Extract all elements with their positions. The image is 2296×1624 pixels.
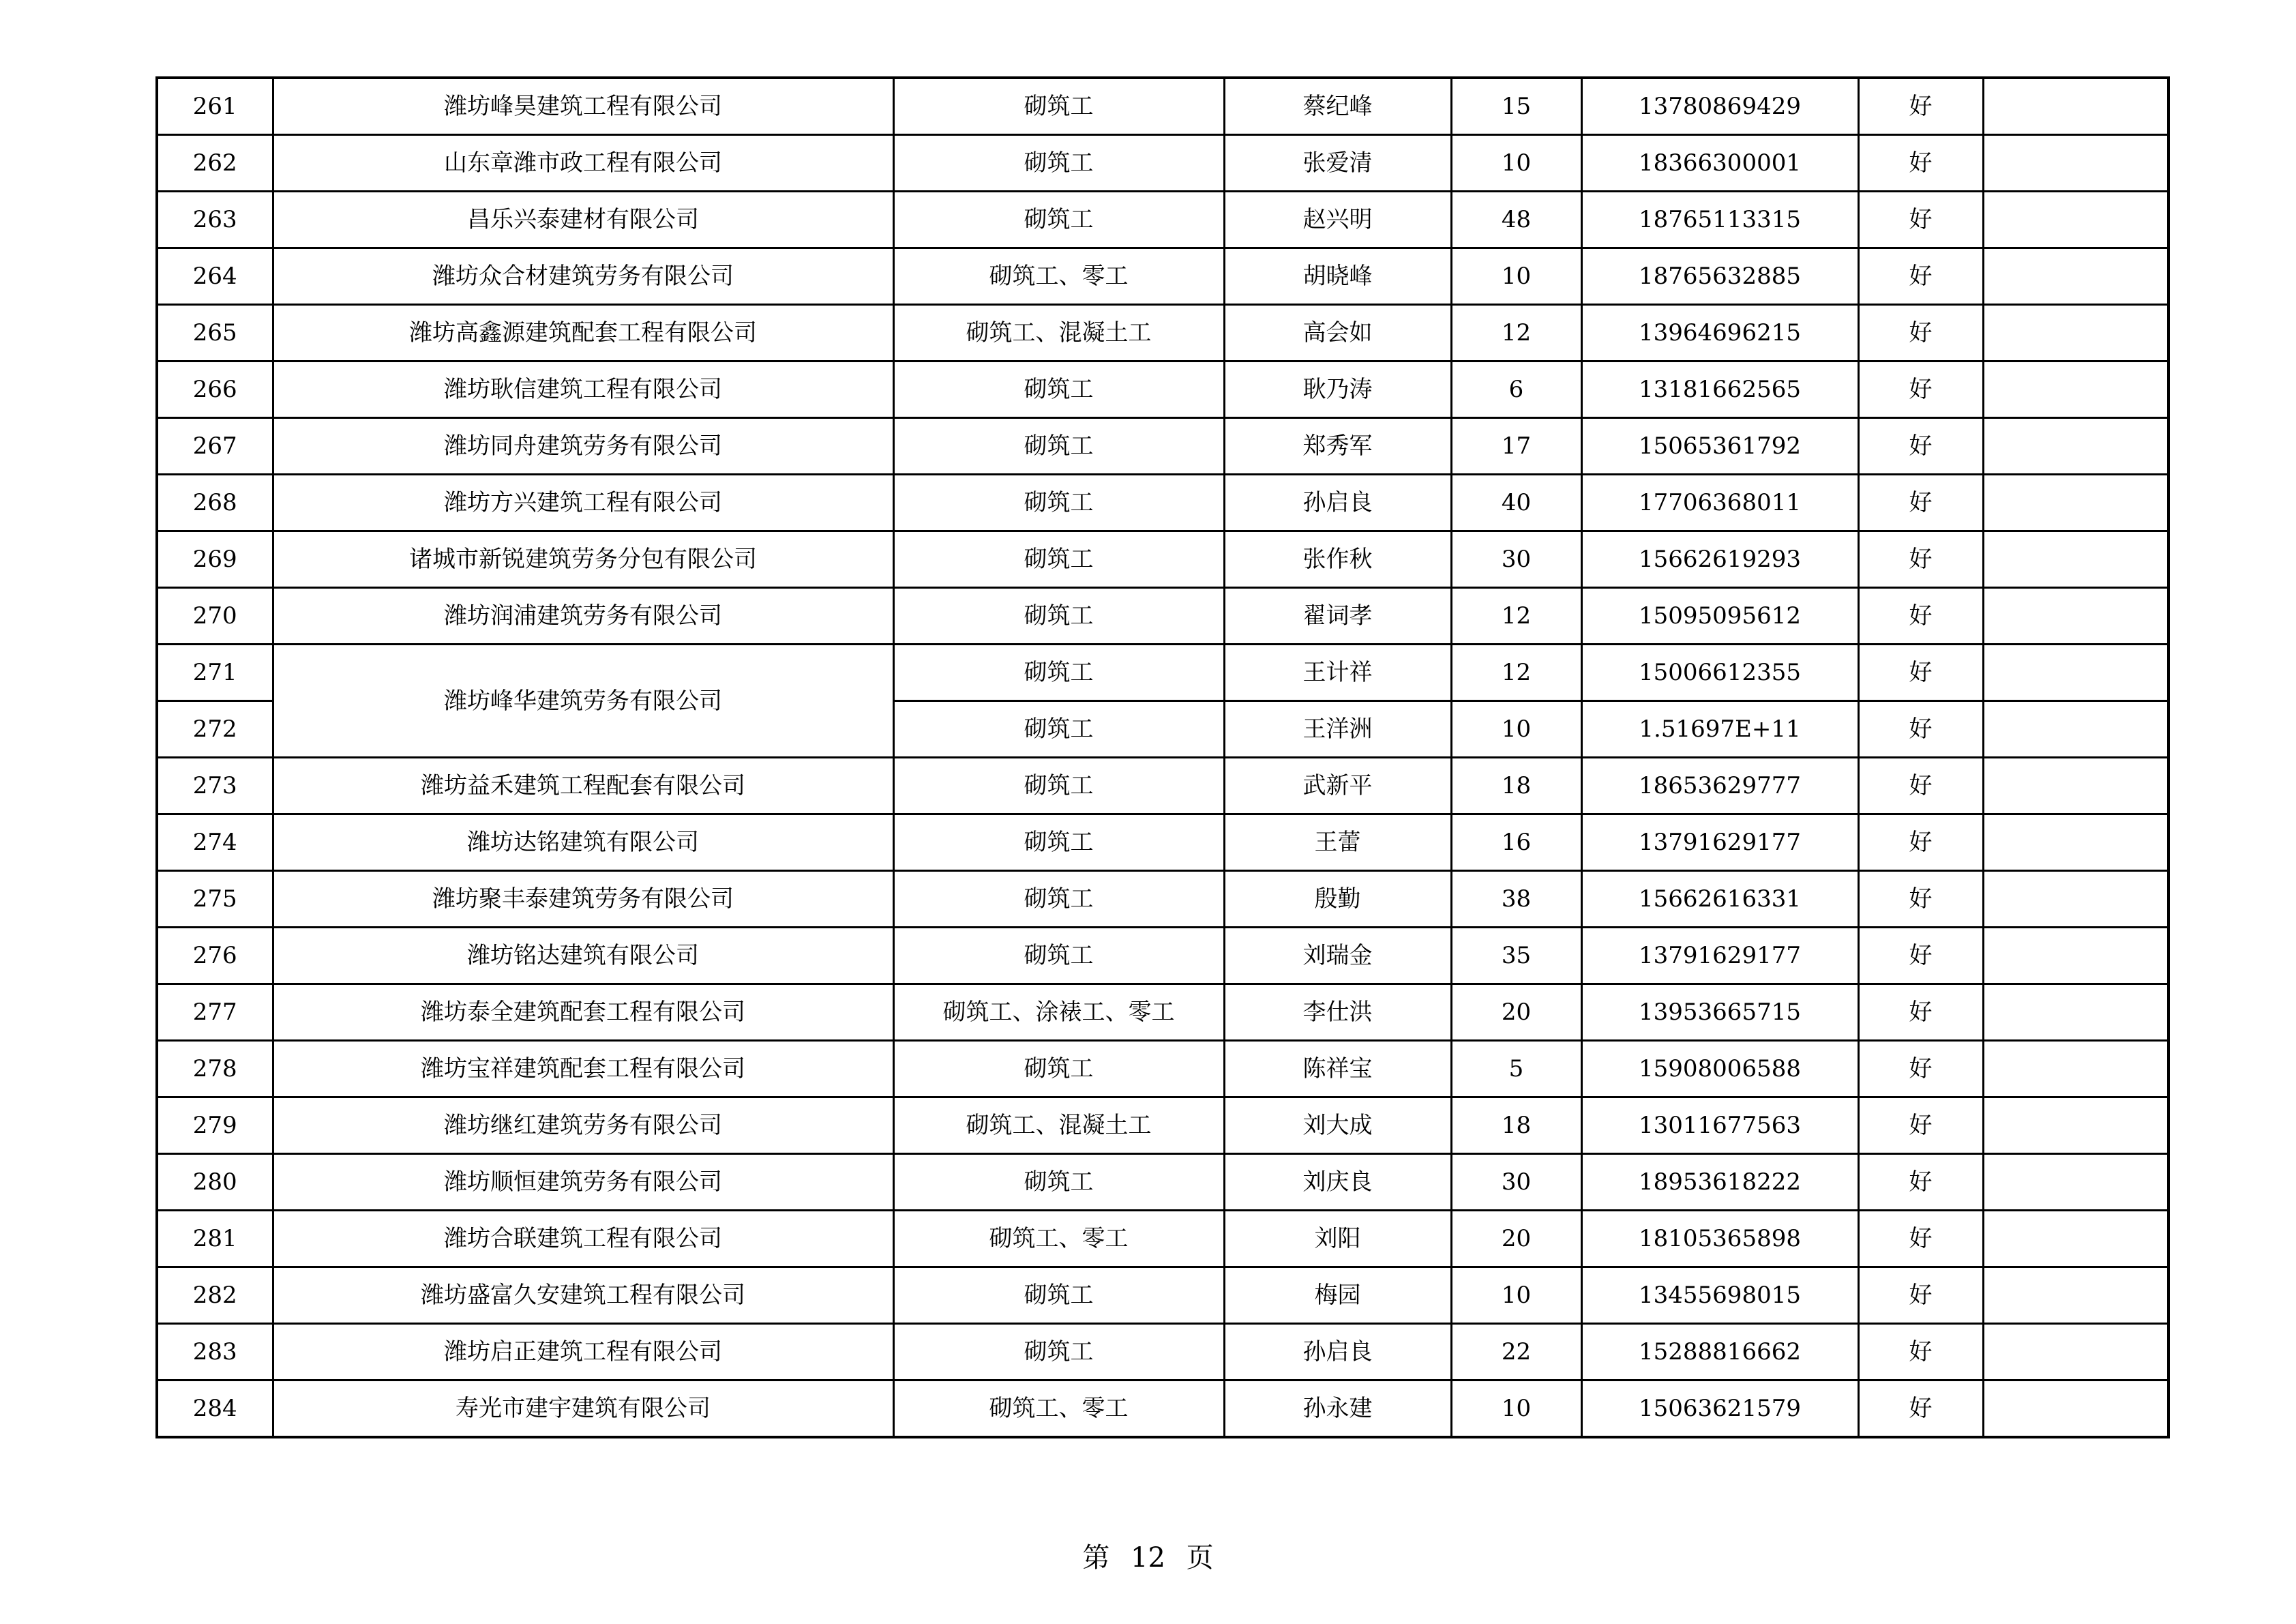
remark-cell (1983, 1041, 2168, 1097)
table-row (157, 135, 2168, 192)
contact-person-cell: 高会如 (1224, 305, 1451, 361)
company-name-cell: 潍坊顺恒建筑劳务有限公司 (273, 1154, 893, 1211)
remark-cell (1983, 135, 2168, 192)
worker-count-cell: 35 (1451, 928, 1581, 984)
worker-count-cell: 18 (1451, 1097, 1581, 1154)
trade-type-cell: 砌筑工 (893, 1041, 1224, 1097)
table-row (157, 418, 2168, 475)
row-number-cell: 271 (157, 645, 273, 701)
table-row (157, 1381, 2168, 1438)
rating-cell: 好 (1858, 361, 1983, 418)
company-name-cell: 潍坊峰昊建筑工程有限公司 (273, 78, 893, 135)
rating-cell: 好 (1858, 1041, 1983, 1097)
row-number-cell: 279 (157, 1097, 273, 1154)
worker-count-cell: 10 (1451, 1381, 1581, 1438)
page-suffix: 页 (1186, 1542, 1214, 1574)
worker-count-cell: 17 (1451, 418, 1581, 475)
rating-cell: 好 (1858, 928, 1983, 984)
table-row (157, 475, 2168, 531)
row-number-cell: 280 (157, 1154, 273, 1211)
worker-count-cell: 12 (1451, 305, 1581, 361)
company-name-cell: 潍坊合联建筑工程有限公司 (273, 1211, 893, 1267)
company-name-cell: 潍坊同舟建筑劳务有限公司 (273, 418, 893, 475)
trade-type-cell: 砌筑工 (893, 1324, 1224, 1381)
phone-number-cell: 13791629177 (1581, 928, 1858, 984)
company-name-cell: 潍坊达铭建筑有限公司 (273, 814, 893, 871)
remark-cell (1983, 1097, 2168, 1154)
company-name-cell: 昌乐兴泰建材有限公司 (273, 192, 893, 248)
contact-person-cell: 梅园 (1224, 1267, 1451, 1324)
contact-person-cell: 孙永建 (1224, 1381, 1451, 1438)
row-number-cell: 282 (157, 1267, 273, 1324)
remark-cell (1983, 814, 2168, 871)
row-number-cell: 269 (157, 531, 273, 588)
contact-person-cell: 蔡纪峰 (1224, 78, 1451, 135)
worker-count-cell: 40 (1451, 475, 1581, 531)
table-row (157, 78, 2168, 135)
worker-count-cell: 12 (1451, 588, 1581, 645)
rating-cell: 好 (1858, 1097, 1983, 1154)
remark-cell (1983, 248, 2168, 305)
table-row (157, 984, 2168, 1041)
row-number-cell: 284 (157, 1381, 273, 1438)
table-row (157, 248, 2168, 305)
table-row (157, 192, 2168, 248)
table-row (157, 814, 2168, 871)
trade-type-cell: 砌筑工 (893, 1154, 1224, 1211)
worker-count-cell: 48 (1451, 192, 1581, 248)
phone-number-cell: 15288816662 (1581, 1324, 1858, 1381)
company-name-cell: 山东章潍市政工程有限公司 (273, 135, 893, 192)
trade-type-cell: 砌筑工 (893, 871, 1224, 928)
rating-cell: 好 (1858, 248, 1983, 305)
company-name-cell: 潍坊峰华建筑劳务有限公司 (273, 645, 893, 758)
remark-cell (1983, 645, 2168, 701)
table-row (157, 531, 2168, 588)
table-row (157, 1267, 2168, 1324)
contact-person-cell: 王洋洲 (1224, 701, 1451, 758)
row-number-cell: 268 (157, 475, 273, 531)
remark-cell (1983, 475, 2168, 531)
page-number: 12 (1131, 1542, 1165, 1574)
rating-cell: 好 (1858, 871, 1983, 928)
remark-cell (1983, 192, 2168, 248)
rating-cell: 好 (1858, 701, 1983, 758)
trade-type-cell: 砌筑工 (893, 78, 1224, 135)
contact-person-cell: 郑秀军 (1224, 418, 1451, 475)
trade-type-cell: 砌筑工 (893, 588, 1224, 645)
company-name-cell: 潍坊铭达建筑有限公司 (273, 928, 893, 984)
table-row (157, 588, 2168, 645)
rating-cell: 好 (1858, 1381, 1983, 1438)
table-row (157, 645, 2168, 701)
row-number-cell: 270 (157, 588, 273, 645)
worker-count-cell: 20 (1451, 984, 1581, 1041)
worker-count-cell: 12 (1451, 645, 1581, 701)
remark-cell (1983, 588, 2168, 645)
phone-number-cell: 18765113315 (1581, 192, 1858, 248)
rating-cell: 好 (1858, 78, 1983, 135)
phone-number-cell: 13964696215 (1581, 305, 1858, 361)
row-number-cell: 275 (157, 871, 273, 928)
contact-person-cell: 翟词孝 (1224, 588, 1451, 645)
company-name-cell: 潍坊继红建筑劳务有限公司 (273, 1097, 893, 1154)
phone-number-cell: 15662616331 (1581, 871, 1858, 928)
contact-person-cell: 孙启良 (1224, 1324, 1451, 1381)
contact-person-cell: 刘阳 (1224, 1211, 1451, 1267)
row-number-cell: 278 (157, 1041, 273, 1097)
rating-cell: 好 (1858, 475, 1983, 531)
company-name-cell: 潍坊盛富久安建筑工程有限公司 (273, 1267, 893, 1324)
trade-type-cell: 砌筑工 (893, 814, 1224, 871)
row-number-cell: 277 (157, 984, 273, 1041)
contact-person-cell: 赵兴明 (1224, 192, 1451, 248)
rating-cell: 好 (1858, 192, 1983, 248)
company-name-cell: 潍坊耿信建筑工程有限公司 (273, 361, 893, 418)
contact-person-cell: 张作秋 (1224, 531, 1451, 588)
worker-count-cell: 20 (1451, 1211, 1581, 1267)
worker-count-cell: 10 (1451, 248, 1581, 305)
contact-person-cell: 刘庆良 (1224, 1154, 1451, 1211)
row-number-cell: 265 (157, 305, 273, 361)
trade-type-cell: 砌筑工 (893, 645, 1224, 701)
phone-number-cell: 15065361792 (1581, 418, 1858, 475)
company-name-cell: 潍坊泰全建筑配套工程有限公司 (273, 984, 893, 1041)
row-number-cell: 274 (157, 814, 273, 871)
table-row (157, 305, 2168, 361)
worker-count-cell: 30 (1451, 1154, 1581, 1211)
row-number-cell: 267 (157, 418, 273, 475)
contact-person-cell: 孙启良 (1224, 475, 1451, 531)
phone-number-cell: 18105365898 (1581, 1211, 1858, 1267)
contact-person-cell: 刘瑞金 (1224, 928, 1451, 984)
table-row (157, 1324, 2168, 1381)
table-row (157, 1097, 2168, 1154)
remark-cell (1983, 361, 2168, 418)
phone-number-cell: 1.51697E+11 (1581, 701, 1858, 758)
company-name-cell: 潍坊润浦建筑劳务有限公司 (273, 588, 893, 645)
rating-cell: 好 (1858, 1267, 1983, 1324)
contact-person-cell: 张爱清 (1224, 135, 1451, 192)
contact-person-cell: 胡晓峰 (1224, 248, 1451, 305)
phone-number-cell: 13181662565 (1581, 361, 1858, 418)
remark-cell (1983, 871, 2168, 928)
remark-cell (1983, 305, 2168, 361)
trade-type-cell: 砌筑工 (893, 192, 1224, 248)
trade-type-cell: 砌筑工、零工 (893, 1211, 1224, 1267)
trade-type-cell: 砌筑工 (893, 418, 1224, 475)
worker-count-cell: 10 (1451, 701, 1581, 758)
worker-count-cell: 22 (1451, 1324, 1581, 1381)
row-number-cell: 261 (157, 78, 273, 135)
row-number-cell: 264 (157, 248, 273, 305)
contact-person-cell: 武新平 (1224, 758, 1451, 814)
rating-cell: 好 (1858, 645, 1983, 701)
phone-number-cell: 15908006588 (1581, 1041, 1858, 1097)
rating-cell: 好 (1858, 1211, 1983, 1267)
remark-cell (1983, 701, 2168, 758)
row-number-cell: 281 (157, 1211, 273, 1267)
remark-cell (1983, 928, 2168, 984)
remark-cell (1983, 418, 2168, 475)
company-name-cell: 潍坊高鑫源建筑配套工程有限公司 (273, 305, 893, 361)
worker-count-cell: 6 (1451, 361, 1581, 418)
trade-type-cell: 砌筑工 (893, 475, 1224, 531)
trade-type-cell: 砌筑工 (893, 701, 1224, 758)
row-number-cell: 273 (157, 758, 273, 814)
row-number-cell: 262 (157, 135, 273, 192)
contact-person-cell: 耿乃涛 (1224, 361, 1451, 418)
trade-type-cell: 砌筑工 (893, 361, 1224, 418)
table-body (157, 78, 2168, 1437)
table-row (157, 1211, 2168, 1267)
company-table (155, 76, 2170, 1438)
remark-cell (1983, 1381, 2168, 1438)
table-row (157, 871, 2168, 928)
worker-count-cell: 15 (1451, 78, 1581, 135)
trade-type-cell: 砌筑工、涂裱工、零工 (893, 984, 1224, 1041)
company-name-cell: 潍坊众合材建筑劳务有限公司 (273, 248, 893, 305)
remark-cell (1983, 1211, 2168, 1267)
phone-number-cell: 17706368011 (1581, 475, 1858, 531)
phone-number-cell: 15095095612 (1581, 588, 1858, 645)
contact-person-cell: 李仕洪 (1224, 984, 1451, 1041)
remark-cell (1983, 1324, 2168, 1381)
contact-person-cell: 陈祥宝 (1224, 1041, 1451, 1097)
worker-count-cell: 5 (1451, 1041, 1581, 1097)
contact-person-cell: 王蕾 (1224, 814, 1451, 871)
phone-number-cell: 13780869429 (1581, 78, 1858, 135)
trade-type-cell: 砌筑工、混凝土工 (893, 1097, 1224, 1154)
table-row (157, 758, 2168, 814)
phone-number-cell: 15006612355 (1581, 645, 1858, 701)
rating-cell: 好 (1858, 1154, 1983, 1211)
remark-cell (1983, 78, 2168, 135)
row-number-cell: 276 (157, 928, 273, 984)
worker-count-cell: 16 (1451, 814, 1581, 871)
row-number-cell: 266 (157, 361, 273, 418)
remark-cell (1983, 984, 2168, 1041)
phone-number-cell: 18366300001 (1581, 135, 1858, 192)
table-row (157, 928, 2168, 984)
trade-type-cell: 砌筑工 (893, 1267, 1224, 1324)
rating-cell: 好 (1858, 531, 1983, 588)
remark-cell (1983, 531, 2168, 588)
rating-cell: 好 (1858, 418, 1983, 475)
phone-number-cell: 15662619293 (1581, 531, 1858, 588)
company-name-cell: 潍坊宝祥建筑配套工程有限公司 (273, 1041, 893, 1097)
trade-type-cell: 砌筑工、零工 (893, 248, 1224, 305)
trade-type-cell: 砌筑工、零工 (893, 1381, 1224, 1438)
trade-type-cell: 砌筑工 (893, 531, 1224, 588)
contact-person-cell: 殷勤 (1224, 871, 1451, 928)
table-row (157, 1154, 2168, 1211)
phone-number-cell: 13011677563 (1581, 1097, 1858, 1154)
company-name-cell: 潍坊聚丰泰建筑劳务有限公司 (273, 871, 893, 928)
phone-number-cell: 13455698015 (1581, 1267, 1858, 1324)
phone-number-cell: 18653629777 (1581, 758, 1858, 814)
phone-number-cell: 18765632885 (1581, 248, 1858, 305)
phone-number-cell: 13953665715 (1581, 984, 1858, 1041)
trade-type-cell: 砌筑工、混凝土工 (893, 305, 1224, 361)
rating-cell: 好 (1858, 984, 1983, 1041)
page-number-footer (0, 1541, 2296, 1574)
company-name-cell: 寿光市建宇建筑有限公司 (273, 1381, 893, 1438)
rating-cell: 好 (1858, 588, 1983, 645)
company-name-cell: 诸城市新锐建筑劳务分包有限公司 (273, 531, 893, 588)
contact-person-cell: 刘大成 (1224, 1097, 1451, 1154)
rating-cell: 好 (1858, 758, 1983, 814)
contact-person-cell: 王计祥 (1224, 645, 1451, 701)
rating-cell: 好 (1858, 305, 1983, 361)
trade-type-cell: 砌筑工 (893, 928, 1224, 984)
trade-type-cell: 砌筑工 (893, 758, 1224, 814)
trade-type-cell: 砌筑工 (893, 135, 1224, 192)
table-row (157, 1041, 2168, 1097)
worker-count-cell: 10 (1451, 1267, 1581, 1324)
row-number-cell: 283 (157, 1324, 273, 1381)
phone-number-cell: 18953618222 (1581, 1154, 1858, 1211)
phone-number-cell: 15063621579 (1581, 1381, 1858, 1438)
page-prefix: 第 (1082, 1542, 1110, 1574)
remark-cell (1983, 1154, 2168, 1211)
remark-cell (1983, 1267, 2168, 1324)
company-name-cell: 潍坊启正建筑工程有限公司 (273, 1324, 893, 1381)
remark-cell (1983, 758, 2168, 814)
rating-cell: 好 (1858, 814, 1983, 871)
rating-cell: 好 (1858, 135, 1983, 192)
company-name-cell: 潍坊方兴建筑工程有限公司 (273, 475, 893, 531)
worker-count-cell: 30 (1451, 531, 1581, 588)
table-row (157, 361, 2168, 418)
worker-count-cell: 18 (1451, 758, 1581, 814)
company-name-cell: 潍坊益禾建筑工程配套有限公司 (273, 758, 893, 814)
worker-count-cell: 10 (1451, 135, 1581, 192)
row-number-cell: 263 (157, 192, 273, 248)
rating-cell: 好 (1858, 1324, 1983, 1381)
worker-count-cell: 38 (1451, 871, 1581, 928)
row-number-cell: 272 (157, 701, 273, 758)
phone-number-cell: 13791629177 (1581, 814, 1858, 871)
